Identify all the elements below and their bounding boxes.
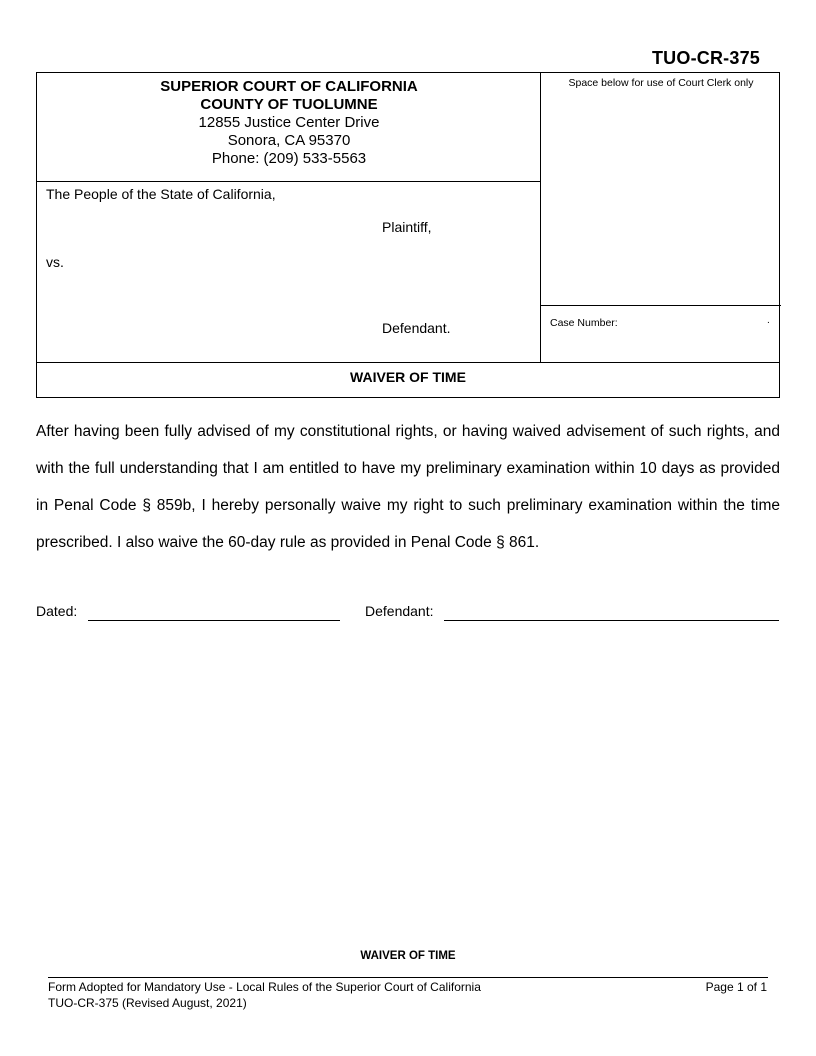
footer-divider (48, 977, 768, 978)
court-info (37, 78, 541, 168)
versus-label: vs. (46, 254, 64, 270)
court-name-line1: SUPERIOR COURT OF CALIFORNIA (160, 78, 418, 95)
defendant-signature-label: Defendant: (365, 603, 434, 619)
defendant-party-label: Defendant. (382, 320, 451, 336)
title-row-divider (37, 362, 779, 363)
form-number: TUO-CR-375 (651, 48, 760, 68)
footer-adopted-text: Form Adopted for Mandatory Use - Local Rules of the Superior Court of California (48, 980, 481, 994)
people-party: The People of the State of California, (46, 186, 276, 202)
court-phone: Phone: (209) 533-5563 (211, 150, 367, 167)
court-name-line2: COUNTY OF TUOLUMNE (200, 96, 378, 113)
case-number-field[interactable]: . (767, 315, 770, 326)
court-city: Sonora, CA 95370 (227, 132, 351, 149)
court-address: 12855 Justice Center Drive (198, 114, 380, 131)
dated-label: Dated: (36, 603, 78, 619)
plaintiff-label: Plaintiff, (382, 219, 432, 235)
document-title: WAIVER OF TIME (350, 369, 466, 385)
case-number-label: Case Number: (550, 317, 618, 329)
clerk-space-label: Space below for use of Court Clerk only (568, 77, 754, 89)
footer-page-number: Page 1 of 1 (705, 980, 767, 994)
waiver-body-text: After having been fully advised of my constitutional rights, or having waived advisement of such rights, and with the full understanding that I am entitled to have my preliminary examination within 10 days as provided in Penal Code § 859b, I hereby personally waive my right to such preliminary examination within the time prescribed. I also waive the 60-day rule as provided in Penal Code § 861. (36, 423, 780, 551)
dated-field[interactable] (88, 620, 340, 621)
footer-revision: TUO-CR-375 (Revised August, 2021) (48, 996, 247, 1010)
court-info-divider (37, 181, 541, 182)
caption-box (36, 72, 780, 398)
defendant-signature-field[interactable] (444, 620, 779, 621)
clerk-area-divider (541, 305, 781, 306)
footer-title: WAIVER OF TIME (360, 950, 456, 962)
